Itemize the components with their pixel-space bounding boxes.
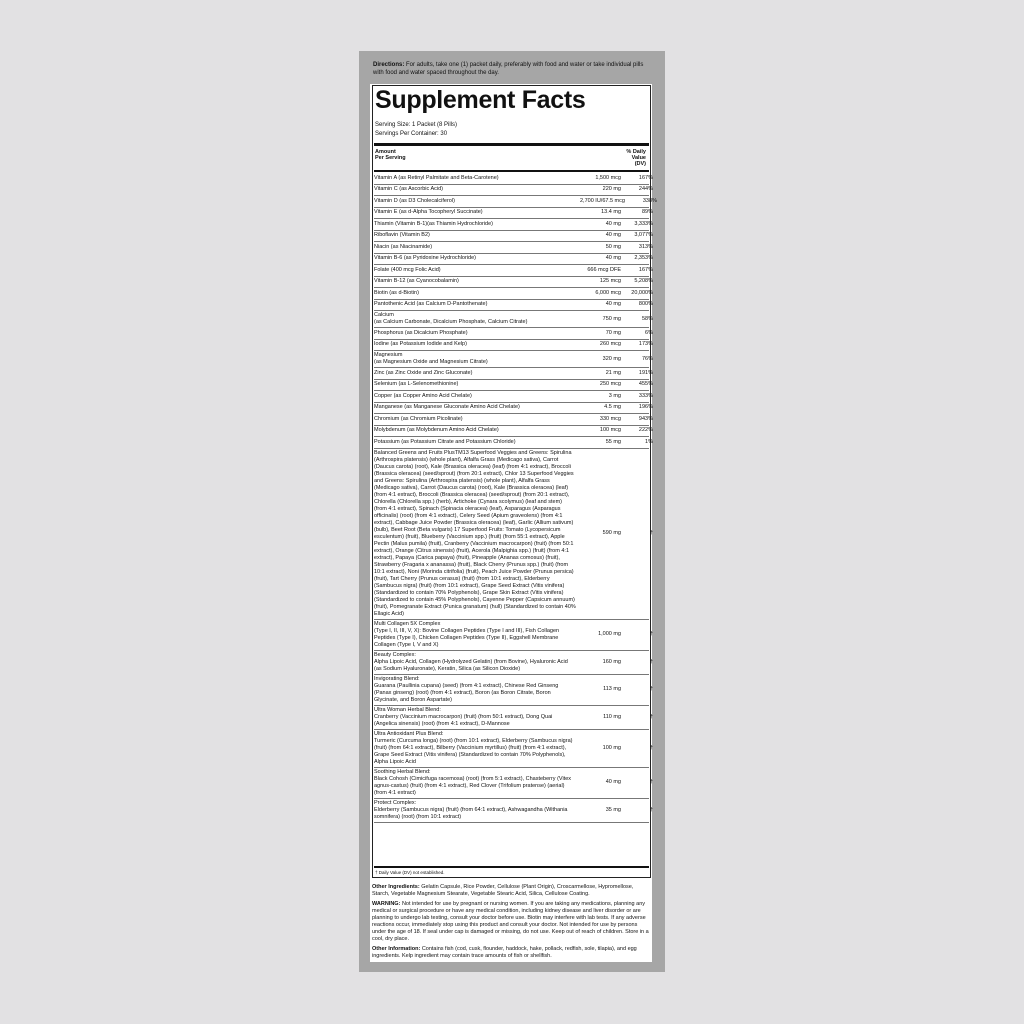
nutrient-daily-value: † <box>649 744 653 751</box>
nutrient-amount: 160 mg <box>602 658 621 665</box>
nutrient-amount: 260 mcg <box>599 341 621 348</box>
nutrient-daily-value: † <box>649 806 653 813</box>
nutrient-row <box>374 265 653 277</box>
nutrient-name <box>374 186 580 193</box>
nutrient-name-main: Vitamin A (as Retinyl Palmitate and Beta-Carotene) <box>374 174 499 181</box>
nutrient-daily-value: † <box>649 530 653 536</box>
nutrient-row <box>374 730 653 768</box>
nutrient-amount: 40 mg <box>605 232 621 239</box>
dv-header <box>620 149 646 167</box>
nutrient-amount: 1,500 mcg <box>595 174 621 181</box>
directions-text <box>373 61 655 77</box>
servings-per-container: Servings Per Container: 30 <box>375 131 448 137</box>
nutrient-amount: 1,000 mg <box>598 631 621 637</box>
nutrient-name-main: Biotin (as d-Biotin) <box>374 289 419 296</box>
nutrient-daily-value: 89% <box>641 209 653 216</box>
nutrient-daily-value: † <box>649 631 653 637</box>
nutrient-amount: 100 mcg <box>599 427 621 434</box>
nutrient-name-main: Ultra Woman Herbal Blend: <box>374 706 441 713</box>
nutrient-daily-value: † <box>649 779 653 785</box>
nutrient-name <box>374 267 580 274</box>
nutrient-name <box>374 439 580 446</box>
nutrient-name-detail: Elderberry (Sambucus nigra) (fruit) (from 64:1 extract), Ashwagandha (Withania somnifera) (root) (from 10:1 extract) <box>374 806 568 820</box>
nutrient-daily-value: 6% <box>645 329 653 336</box>
nutrient-row <box>374 231 653 243</box>
nutrient-amount: 2,700 IU/67.5 mcg <box>580 197 625 204</box>
nutrient-name <box>374 352 580 366</box>
other-ingredients-text: Gelatin Capsule, Rice Powder, Cellulose (Plant Origin), Croscarmellose, Hypromellose, Starch, Vegetable Magnesium Stearate, Vegetable Stearic Acid, Silica, Cellulose Coating. <box>372 884 634 897</box>
nutrient-amount: 21 mg <box>605 369 621 376</box>
nutrient-daily-value: † <box>649 713 653 720</box>
nutrient-row <box>374 219 653 231</box>
nutrient-name <box>374 393 580 400</box>
nutrient-name-detail: Guarana (Paullinia cupana) (seed) (from 4:1 extract), Chinese Red Ginseng (Panax ginseng) (root) (from 4:1 extract), Boron (as Boron Citrate, Boron Glycinate, and Boron Aspartate) <box>374 682 559 703</box>
header-rule <box>374 143 649 146</box>
nutrient-amount: 666 mcg DFE <box>587 266 621 273</box>
nutrient-name-main: Vitamin D (as D3 Cholecalciferol) <box>374 197 455 204</box>
nutrient-name <box>374 175 580 182</box>
dv-header-line1: % Daily <box>626 149 646 155</box>
nutrient-name <box>374 800 580 821</box>
nutrient-row <box>374 300 653 312</box>
amount-header <box>375 149 406 161</box>
nutrient-name <box>374 404 580 411</box>
nutrient-name <box>374 278 580 285</box>
nutrient-name <box>374 370 580 377</box>
nutrient-name <box>374 198 580 205</box>
nutrient-name-detail: (as Calcium Carbonate, Dicalcium Phosphate, Calcium Citrate) <box>374 319 528 325</box>
nutrient-row <box>374 328 653 340</box>
nutrient-row <box>374 311 653 328</box>
nutrient-daily-value: 222% <box>638 427 653 434</box>
nutrient-name-main: Vitamin B-12 (as Cyanocobalamin) <box>374 278 459 285</box>
nutrient-daily-value: † <box>649 686 653 692</box>
nutrient-row <box>374 368 653 380</box>
nutrient-row <box>374 208 653 220</box>
nutrient-name <box>374 731 580 766</box>
nutrient-name <box>374 427 580 434</box>
nutrient-row <box>374 185 653 197</box>
nutrient-daily-value: 244% <box>638 186 653 193</box>
nutrient-name-main: Protect Complex: <box>374 799 417 806</box>
other-information-text: Contains fish (cod, cusk, flounder, haddock, hake, pollack, redfish, sole, tilapia), and egg ingredients. Kelp ingredient may contain trace amounts of fish or shellfish. <box>372 946 637 959</box>
nutrient-name <box>374 381 580 388</box>
nutrient-name <box>374 244 580 251</box>
nutrient-amount: 40 mg <box>605 779 621 785</box>
nutrient-amount: 750 mg <box>602 315 621 322</box>
nutrient-amount: 50 mg <box>605 243 621 250</box>
warning <box>372 901 652 943</box>
directions-body: For adults, take one (1) packet daily, preferably with food and water or take individual pills with food and water spaced throughout the day. <box>373 62 644 76</box>
nutrient-name <box>374 301 580 308</box>
warning-text: Not intended for use by pregnant or nursing women. If you are taking any medications, planning any medical or surgical procedure or have any medical condition, including kidney disease and liver disorder or are planning to undergo lab testing, consult your doctor before use. Biotin may interfere with lab tests. If any adverse reactions occur, immediately stop using this product and consult your doctor. Not intended for use by persons under the age of 18. If seal under cap is damaged or missing, do not use. Keep out of reach of children. Store in a cool, dry place. <box>372 901 649 942</box>
nutrient-amount: 70 mg <box>605 329 621 336</box>
nutrient-name-main: Vitamin E (as d-Alpha Tocopheryl Succinate) <box>374 209 483 216</box>
nutrient-name-main: Soothing Herbal Blend: <box>374 768 431 775</box>
warning-label: WARNING: <box>372 901 401 907</box>
nutrient-daily-value: 191% <box>638 369 653 376</box>
nutrient-name-main: Folate (400 mcg Folic Acid) <box>374 266 441 273</box>
nutrient-daily-value: 943% <box>638 415 653 422</box>
nutrient-daily-value: 167% <box>638 174 653 181</box>
nutrient-name <box>374 416 580 423</box>
nutrient-name-main: Vitamin B-6 (as Pyridoxine Hydrochloride) <box>374 255 476 262</box>
nutrient-name-main: Riboflavin (Vitamin B2) <box>374 232 430 239</box>
nutrient-name-main: Phosphorus (as Dicalcium Phosphate) <box>374 329 468 336</box>
nutrient-name-main: Calcium <box>374 312 394 318</box>
nutrient-row <box>374 288 653 300</box>
nutrient-daily-value: 338% <box>642 197 657 204</box>
nutrient-row <box>374 706 653 730</box>
nutrient-amount: 40 mg <box>605 255 621 262</box>
nutrient-amount: 13.4 mg <box>601 209 621 216</box>
nutrient-row <box>374 351 653 368</box>
amount-header-line1: Amount <box>375 149 396 155</box>
nutrient-name-main: Molybdenum (as Molybdenum Amino Acid Chelate) <box>374 427 499 434</box>
nutrient-daily-value: 333% <box>638 392 653 399</box>
nutrient-amount: 113 mg <box>603 686 621 692</box>
directions-label: Directions: <box>373 62 405 68</box>
other-ingredients-label: Other Ingredients: <box>372 884 420 890</box>
nutrient-daily-value: 313% <box>638 243 653 250</box>
nutrient-amount: 330 mcg <box>599 415 621 422</box>
nutrient-amount: 35 mg <box>605 806 621 813</box>
nutrient-amount: 320 mg <box>602 355 621 362</box>
nutrient-amount: 3 mg <box>608 392 621 399</box>
nutrient-row <box>374 426 653 438</box>
nutrient-daily-value: 1% <box>645 438 653 445</box>
nutrient-name-main: Niacin (as Niacinamide) <box>374 243 433 250</box>
nutrient-name <box>374 676 580 704</box>
nutrient-row <box>374 196 657 208</box>
nutrient-name-detail: Cranberry (Vaccinium macrocarpon) (fruit) (from 50:1 extract), Dong Quai (Angelica sinensis) (root) (from 4:1 extract), D-Mannose <box>374 713 553 727</box>
nutrient-daily-value: † <box>649 658 653 665</box>
nutrient-name-main: Pantothenic Acid (as Calcium D-Pantothenate) <box>374 301 488 308</box>
nutrient-row <box>374 620 653 651</box>
nutrient-row <box>374 449 653 620</box>
nutrient-name <box>374 707 580 728</box>
nutrient-name <box>374 209 580 216</box>
nutrient-name <box>374 232 580 239</box>
nutrient-name-main: Potassium (as Potassium Citrate and Potassium Chloride) <box>374 438 516 445</box>
serving-size: Serving Size: 1 Packet (8 Pills) <box>375 122 458 128</box>
nutrient-name-detail: Turmeric (Curcuma longa) (root) (from 10:1 extract), Elderberry (Sambucus nigra) (fruit) (from 64:1 extract), Bilberry (Vaccinium myrtillus) (fruit) (from 4:1 extract), Grape Seed Extract (Vitis vinifera) (Standardized to contain 70% Polyphenols), Alpha Lipoic Acid <box>374 737 573 765</box>
nutrient-name-main: Ultra Antioxidant Plus Blend: <box>374 730 444 737</box>
nutrient-name-main: Copper (as Copper Amino Acid Chelate) <box>374 392 472 399</box>
nutrient-row <box>374 675 653 706</box>
dv-header-line3: (DV) <box>634 161 646 167</box>
page-title: Supplement Facts <box>375 86 586 114</box>
nutrient-name <box>374 330 580 337</box>
nutrient-name-detail: (Type I, II, III, V, X): Bovine Collagen Peptides (Type I and III), Fish Collagen Peptides (Type I), Chicken Collagen Peptides (Type II), Eggshell Membrane Collagen (Type I, V and X) <box>374 627 560 648</box>
nutrient-name-detail: Alpha Lipoic Acid, Collagen (Hydrolyzed Gelatin) (from Bovine), Hyaluronic Acid (as Sodium Hyaluronate), Keratin, Silica (as Silicon Dioxide) <box>374 658 568 672</box>
nutrient-daily-value: 196% <box>638 404 653 411</box>
nutrient-row <box>374 254 653 266</box>
nutrient-daily-value: 173% <box>638 341 653 348</box>
nutrient-daily-value: 76% <box>641 355 653 362</box>
nutrient-row <box>374 277 653 289</box>
nutrient-name-main: Thiamin (Vitamin B-1)(as Thiamin Hydrochloride) <box>374 220 494 227</box>
nutrient-name <box>374 255 580 262</box>
dv-header-line2: Value <box>631 155 646 161</box>
nutrient-name-detail: (as Magnesium Oxide and Magnesium Citrate) <box>374 359 488 365</box>
nutrient-name <box>374 450 580 618</box>
other-information-label: Other Information: <box>372 946 421 952</box>
nutrient-name-main: Selenium (as L-Selenomethionine) <box>374 381 459 388</box>
nutrient-daily-value: 58% <box>641 315 653 322</box>
nutrient-daily-value: 800% <box>638 301 653 308</box>
nutrient-name-main: Balanced Greens and Fruits PlusTM13 Superfood Veggies and Greens: Spirulina (Arthrospira platensis) (whole plant), Alfalfa Grass (Medicago sativa), Carrot (Daucus carota) (root), Kale (Brassica oleracea) (leaf) (from 4:1 extract), Broccoli (Brassica oleracea) (seed/sprout) (from 20:1 extract), Chlor 13 Superfood Veggies and Greens: Spirulina (Arthrospira platensis) (whole plant), Alfalfa Grass (Medicago sativa), Carrot (Daucus carota) (root), Kale (Brassica oleracea) (leaf) (from 4:1 extract), Broccoli (Brassica oleracea) (seed/sprout) (from 20:1 extract), Chlorella (Chlorella spp.) (herb), Artichoke (Cynara scolymus) (leaf and stem) (from 4:1 extract), Spinach (Spinacia oleracea) (leaf), Asparagus (Asparagus officinalis) (root) (from 4:1 extract), Celery Seed (Apium graveolens) (from 4:1 extract), Cabbage Juice Powder (Brassica oleracea) (leaf), Garlic (Allium sativum) (bulb), Beet Root (Beta vulgaris) 17 Superfood Fruits: Tomato (Lycopersicum esculentum) (fruit), Blueberry (Vaccinium spp.) (fruit) (from 55:1 extract), Apple Pectin (Malus pumila) (fruit), Cranberry (Vaccinium macrocarpon) (fruit) (from 50:1 extract), Orange (Citrus sinensis) (fruit), Acerola (Malpighia spp.) (fruit) (from 4:1 extract), Papaya (Carica papaya) (fruit), Pineapple (Ananas comosus) (fruit), Strawberry (Fragaria x ananassa) (fruit), Black Cherry (Prunus spp.) (fruit) (from 10:1 extract), Noni (Morinda citrifolia) (fruit), Peach Juice Powder (Prunus persica) (fruit), Tart Cherry (Prunus cerasus) (fruit) (from 10:1 extract), Elderberry (Sambucus nigra) (fruit) (from 10:1 extract), Grape Seed Extract (Vitis vinifera) (Standardized to contain 70% Polyphenols), Grape Skin Extract (Vitis vinifera) (Standardized to contain 45% Polyphenols), Cayenne Pepper (Capsicum annuum) (fruit), Pomegranate Extract (Punica granatum) (hull) (Standardized to contain 40% Ellagic Acid) <box>374 449 576 617</box>
nutrient-table <box>374 173 657 823</box>
nutrient-name-main: Beauty Complex: <box>374 651 416 658</box>
nutrient-amount: 250 mcg <box>599 381 621 388</box>
nutrient-row <box>374 414 653 426</box>
nutrient-name-main: Multi Collagen 5X Complex <box>374 620 441 627</box>
nutrient-amount: 6,000 mcg <box>595 289 621 296</box>
nutrient-row <box>374 768 653 799</box>
nutrient-daily-value: 455% <box>638 381 653 388</box>
nutrient-daily-value: 20,000% <box>631 289 653 296</box>
nutrient-name <box>374 221 580 228</box>
nutrient-name-main: Chromium (as Chromium Picolinate) <box>374 415 463 422</box>
nutrient-amount: 590 mg <box>602 530 621 536</box>
nutrient-amount: 220 mg <box>602 186 621 193</box>
nutrient-amount: 125 mcg <box>599 278 621 285</box>
nutrient-name <box>374 341 580 348</box>
nutrient-amount: 110 mg <box>603 713 621 720</box>
other-text-block <box>372 884 652 963</box>
nutrient-name <box>374 652 580 673</box>
other-ingredients <box>372 884 652 898</box>
nutrient-row <box>374 242 653 254</box>
nutrient-name-main: Manganese (as Manganese Gluconate Amino Acid Chelate) <box>374 404 520 411</box>
nutrient-name <box>374 769 580 797</box>
nutrient-daily-value: 2,353% <box>634 255 653 262</box>
other-information <box>372 946 652 960</box>
nutrient-name-main: Invigorating Blend: <box>374 675 420 682</box>
nutrient-row <box>374 173 653 185</box>
nutrient-row <box>374 391 653 403</box>
nutrient-name <box>374 621 580 649</box>
nutrient-name-main: Vitamin C (as Ascorbic Acid) <box>374 186 443 193</box>
nutrient-row <box>374 340 653 352</box>
nutrient-amount: 55 mg <box>605 438 621 445</box>
nutrient-name <box>374 312 580 326</box>
nutrient-name-detail: Black Cohosh (Cimicifuga racemosa) (root) (from 5:1 extract), Chasteberry (Vitex agnus-castus) (fruit) (from 4:1 extract), Red Clover (Trifolium pratense) (aerial) (from 4:1 extract) <box>374 775 572 796</box>
nutrient-amount: 4.5 mg <box>604 404 621 411</box>
nutrient-name <box>374 290 580 297</box>
nutrient-amount: 100 mg <box>602 744 621 751</box>
serving-info <box>375 121 457 139</box>
nutrient-amount: 40 mg <box>605 301 621 308</box>
nutrient-daily-value: 167% <box>638 266 653 273</box>
nutrient-row <box>374 651 653 675</box>
nutrient-row <box>374 380 653 392</box>
nutrient-daily-value: 3,333% <box>634 220 653 227</box>
table-bottom-rule <box>374 866 649 868</box>
amount-header-line2: Per Serving <box>375 155 406 161</box>
nutrient-daily-value: 5,208% <box>634 278 653 285</box>
nutrient-name-main: Iodine (as Potassium Iodide and Kelp) <box>374 341 467 348</box>
dv-footnote: † Daily Value (DV) not established. <box>375 870 445 875</box>
nutrient-name-main: Magnesium <box>374 352 403 358</box>
nutrient-amount: 40 mg <box>605 220 621 227</box>
nutrient-row <box>374 403 653 415</box>
table-top-rule <box>374 170 649 172</box>
nutrient-daily-value: 3,077% <box>634 232 653 239</box>
nutrient-name-main: Zinc (as Zinc Oxide and Zinc Gluconate) <box>374 369 473 376</box>
nutrient-row <box>374 799 653 823</box>
nutrient-row <box>374 437 653 449</box>
